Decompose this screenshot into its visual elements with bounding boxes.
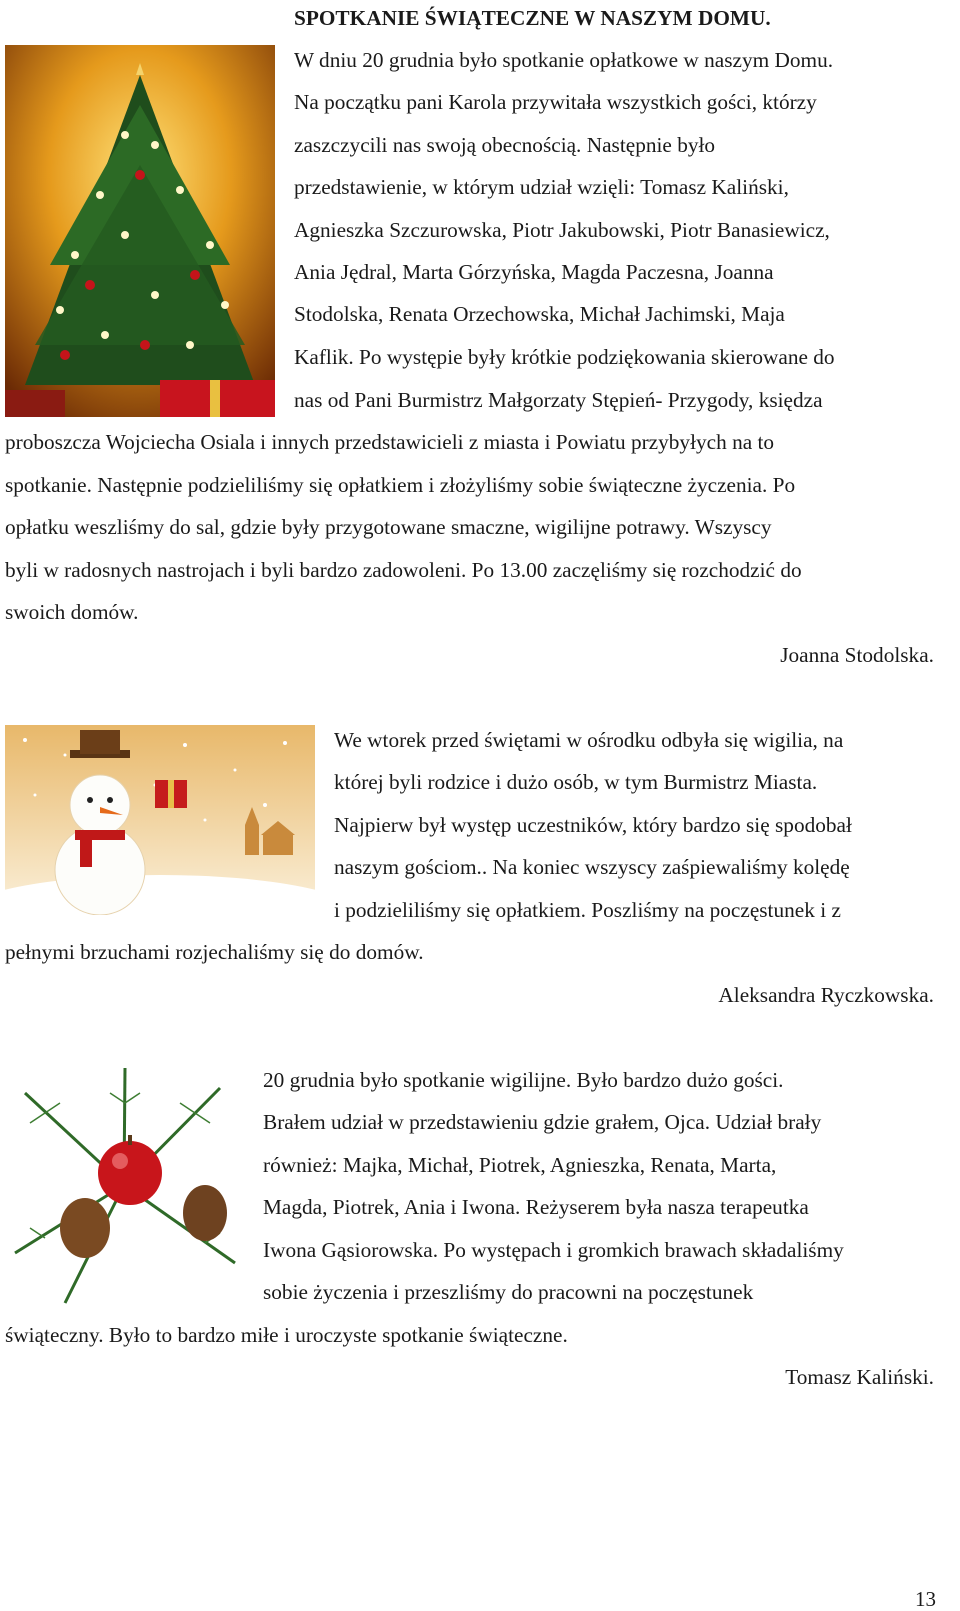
- article-title: SPOTKANIE ŚWIĄTECZNE W NASZYM DOMU.: [294, 6, 771, 30]
- article1-signature: Joanna Stodolska.: [780, 643, 934, 667]
- article3-line: Magda, Piotrek, Ania i Iwona. Reżyserem była nasza terapeutka: [263, 1195, 809, 1219]
- article2-line: Najpierw był występ uczestników, który bardzo się spodobał: [334, 813, 852, 837]
- article1-line: swoich domów.: [5, 600, 139, 624]
- article3-line: również: Majka, Michał, Piotrek, Agnieszka, Renata, Marta,: [263, 1153, 777, 1177]
- article2-line: której byli rodzice i dużo osób, w tym Burmistrz Miasta.: [334, 770, 818, 794]
- christmas-tree-image: [5, 45, 275, 417]
- article1-line: byli w radosnych nastrojach i byli bardzo zadowoleni. Po 13.00 zaczęliśmy się rozchodzić do: [5, 558, 802, 582]
- article1-line: zaszczycili nas swoją obecnością. Następnie było: [294, 133, 716, 157]
- page-number: 13: [915, 1587, 936, 1611]
- article2-line: We wtorek przed świętami w ośrodku odbyła się wigilia, na: [334, 728, 844, 752]
- article1-line: nas od Pani Burmistrz Małgorzaty Stępień- Przygody, księdza: [294, 388, 823, 412]
- article2-line: naszym gościom.. Na koniec wszyscy zaśpiewaliśmy kolędę: [334, 855, 850, 879]
- article1-line: Stodolska, Renata Orzechowska, Michał Jachimski, Maja: [294, 302, 785, 326]
- article1-line: Na początku pani Karola przywitała wszystkich gości, którzy: [294, 90, 817, 114]
- article3-line: sobie życzenia i przeszliśmy do pracowni na poczęstunek: [263, 1280, 754, 1304]
- article1-line: Agnieszka Szczurowska, Piotr Jakubowski, Piotr Banasiewicz,: [294, 218, 830, 242]
- snowman-image: [5, 725, 315, 915]
- article1-line: proboszcza Wojciecha Osiala i innych przedstawicieli z miasta i Powiatu przybyłych na to: [5, 430, 775, 454]
- article2-line: i podzieliliśmy się opłatkiem. Poszliśmy na poczęstunek i z: [334, 898, 841, 922]
- article1-line: spotkanie. Następnie podzieliliśmy się opłatkiem i złożyliśmy sobie świąteczne życzenia. Po: [5, 473, 796, 497]
- article3-line: 20 grudnia było spotkanie wigilijne. Było bardzo dużo gości.: [263, 1068, 784, 1092]
- article2-line: pełnymi brzuchami rozjechaliśmy się do domów.: [5, 940, 424, 964]
- article2-signature: Aleksandra Ryczkowska.: [718, 983, 934, 1007]
- article3-signature: Tomasz Kaliński.: [785, 1365, 934, 1389]
- article3-line: Brałem udział w przedstawieniu gdzie grałem, Ojca. Udział brały: [263, 1110, 822, 1134]
- article1-line: opłatku weszliśmy do sal, gdzie były przygotowane smaczne, wigilijne potrawy. Wszyscy: [5, 515, 772, 539]
- christmas-decoration-image: [5, 1063, 243, 1308]
- article1-line: Kaflik. Po występie były krótkie podziękowania skierowane do: [294, 345, 835, 369]
- article3-line: świąteczny. Było to bardzo miłe i uroczyste spotkanie świąteczne.: [5, 1323, 568, 1347]
- article1-line: przedstawienie, w którym udział wzięli: Tomasz Kaliński,: [294, 175, 789, 199]
- article1-line: Ania Jędral, Marta Górzyńska, Magda Paczesna, Joanna: [294, 260, 774, 284]
- article3-line: Iwona Gąsiorowska. Po występach i gromkich brawach składaliśmy: [263, 1238, 844, 1262]
- article1-line: W dniu 20 grudnia było spotkanie opłatkowe w naszym Domu.: [294, 48, 834, 72]
